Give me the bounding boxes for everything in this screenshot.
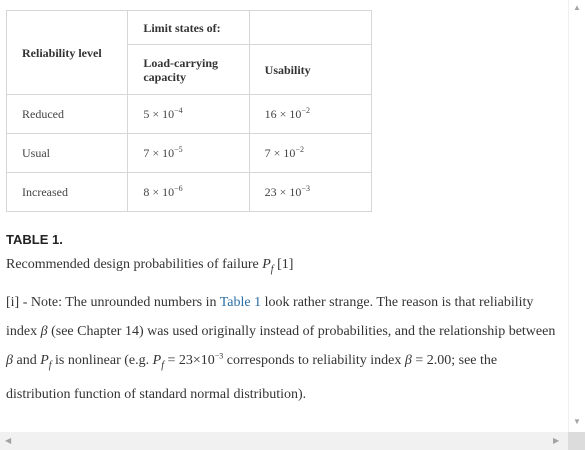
scroll-right-icon[interactable]: ▶	[553, 436, 560, 445]
table-caption-label: TABLE 1.	[6, 232, 63, 247]
header-reliability-level: Reliability level	[7, 11, 128, 95]
vertical-scrollbar[interactable]	[568, 0, 585, 432]
cell-level: Usual	[7, 134, 128, 173]
scroll-down-icon[interactable]: ▼	[573, 417, 581, 426]
cell-level: Reduced	[7, 95, 128, 134]
scrollbar-corner	[568, 432, 585, 450]
table-1-link[interactable]: Table 1	[219, 295, 262, 310]
table-caption: Recommended design probabilities of failure $P_f$ [1]	[6, 257, 294, 275]
table-row	[7, 95, 372, 134]
reliability-table	[6, 10, 372, 212]
header-usability: Usability	[249, 45, 371, 95]
cell-usability: $23 \times 10^{-3}$	[249, 173, 371, 212]
cell-load: $5 \times 10^{-4}$	[128, 95, 249, 134]
table-row	[7, 173, 372, 212]
cell-load: $7 \times 10^{-5}$	[128, 134, 249, 173]
footnote: [i] - Note: The unrounded numbers in Table 1 look rather strange. The reason is that reliability index β (see Chapter 14) was used originally instead of probabilities, and the relationship between β and $P_f$ is nonlinear (e.g. $P_f = 23\times 10^{-3}$ corresponds to reliability index β = 2.00; see the distribution function of standard normal distribution).	[6, 295, 556, 402]
table-row	[7, 134, 372, 173]
cell-level: Increased	[7, 173, 128, 212]
cell-usability: $16 \times 10^{-2}$	[249, 95, 371, 134]
cell-usability: $7 \times 10^{-2}$	[249, 134, 371, 173]
horizontal-scrollbar[interactable]	[0, 432, 568, 450]
header-empty-cell	[249, 11, 371, 45]
header-load-carrying-capacity: Load-carrying capacity	[128, 45, 249, 95]
header-limit-states: Limit states of:	[128, 11, 249, 45]
scroll-left-icon[interactable]: ◀	[5, 436, 12, 445]
cell-load: $8 \times 10^{-6}$	[128, 173, 249, 212]
scroll-up-icon[interactable]: ▲	[573, 3, 581, 12]
